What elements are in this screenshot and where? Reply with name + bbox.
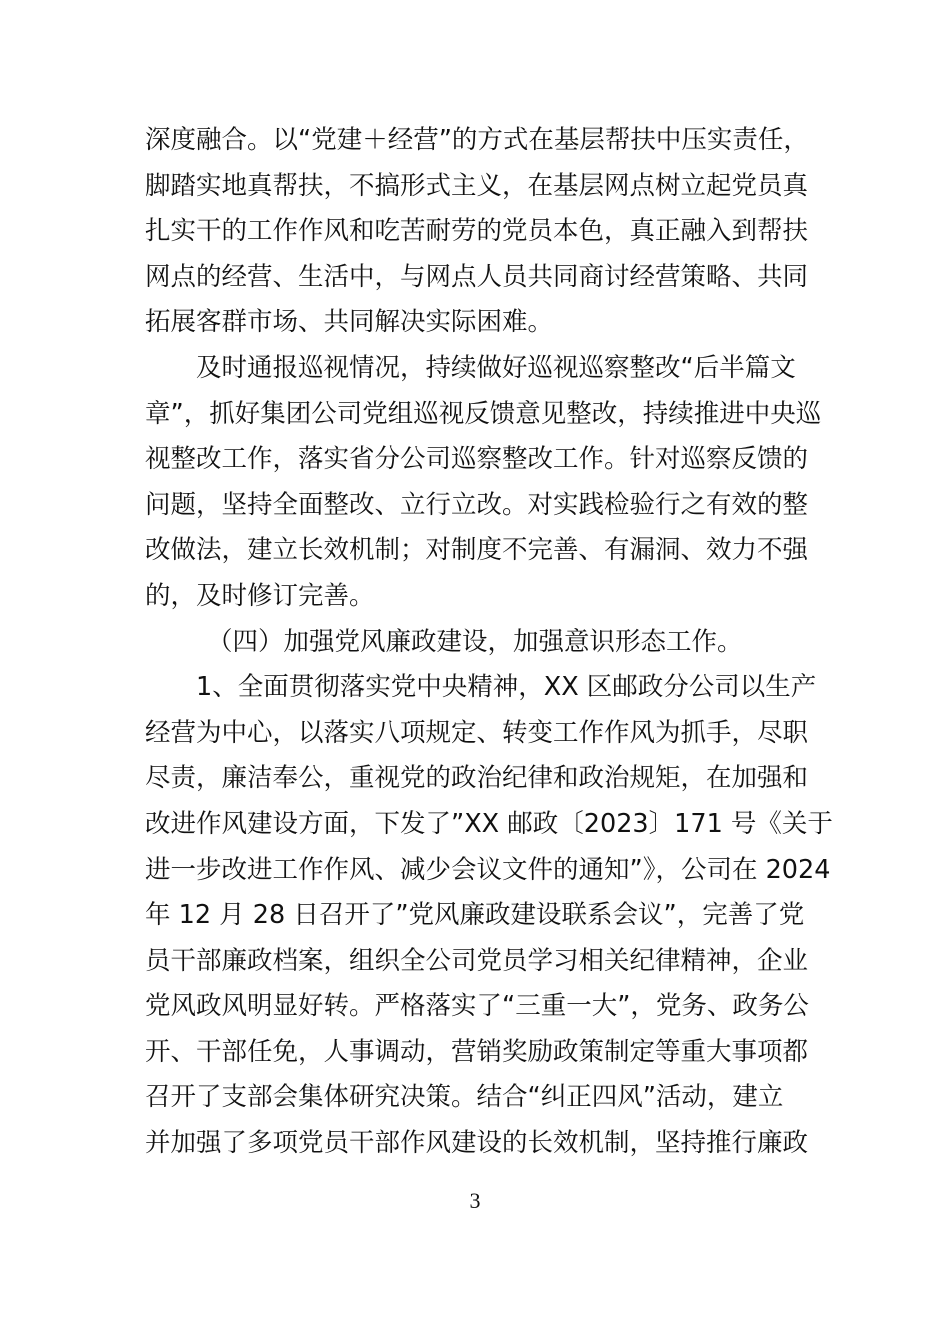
text-line-7: 章”，抓好集团公司党组巡视反馈意见整改，持续推进中央巡	[145, 398, 822, 429]
text-line-16: 改进作风建设方面，下发了”XX 邮政〔2023〕171 号《关于	[145, 808, 833, 839]
text-line-11: 的，及时修订完善。	[145, 580, 375, 611]
body-text	[145, 118, 833, 1167]
text-line-5: 拓展客群市场、共同解决实际困难。	[145, 307, 554, 338]
text-line-17: 进一步改进工作作风、减少会议文件的通知”》，公司在 2024	[145, 854, 831, 885]
text-line-21: 开、干部任免，人事调动，营销奖励政策制定等重大事项都	[145, 1036, 809, 1067]
text-line-3: 扎实干的工作作风和吃苦耐劳的党员本色，真正融入到帮扶	[145, 216, 809, 247]
text-line-14: 经营为中心，以落实八项规定、转变工作作风为抓手，尽职	[145, 717, 809, 748]
text-line-4: 网点的经营、生活中，与网点人员共同商讨经营策略、共同	[145, 261, 809, 292]
text-line-9: 问题，坚持全面整改、立行立改。对实践检验行之有效的整	[145, 489, 809, 520]
page-number: 3	[469, 1188, 481, 1213]
text-line-8: 视整改工作，落实省分公司巡察整改工作。针对巡察反馈的	[145, 444, 809, 475]
text-line-6: 及时通报巡视情况，持续做好巡视巡察整改“后半篇文	[196, 352, 796, 383]
text-line-18: 年 12 月 28 日召开了”党风廉政建设联系会议”，完善了党	[145, 900, 805, 931]
text-line-1: 深度融合。以“党建＋经营”的方式在基层帮扶中压实责任，	[145, 125, 809, 155]
text-line-2: 脚踏实地真帮扶，不搞形式主义，在基层网点树立起党员真	[145, 170, 809, 201]
text-line-22: 召开了支部会集体研究决策。结合“纠正四风”活动，建立	[145, 1082, 784, 1113]
text-line-20: 党风政风明显好转。严格落实了“三重一大”，党务、政务公	[145, 991, 809, 1022]
text-line-10: 改做法，建立长效机制；对制度不完善、有漏洞、效力不强	[145, 535, 809, 566]
text-line-13: 1、全面贯彻落实党中央精神，XX 区邮政分公司以生产	[196, 672, 817, 703]
section-heading: （四）加强党风廉政建设，加强意识形态工作。	[207, 626, 743, 657]
text-line-19: 员干部廉政档案，组织全公司党员学习相关纪律精神，企业	[145, 945, 809, 976]
text-line-15: 尽责，廉洁奉公，重视党的政治纪律和政治规矩，在加强和	[145, 763, 809, 794]
text-line-23: 并加强了多项党员干部作风建设的长效机制，坚持推行廉政	[145, 1128, 809, 1159]
